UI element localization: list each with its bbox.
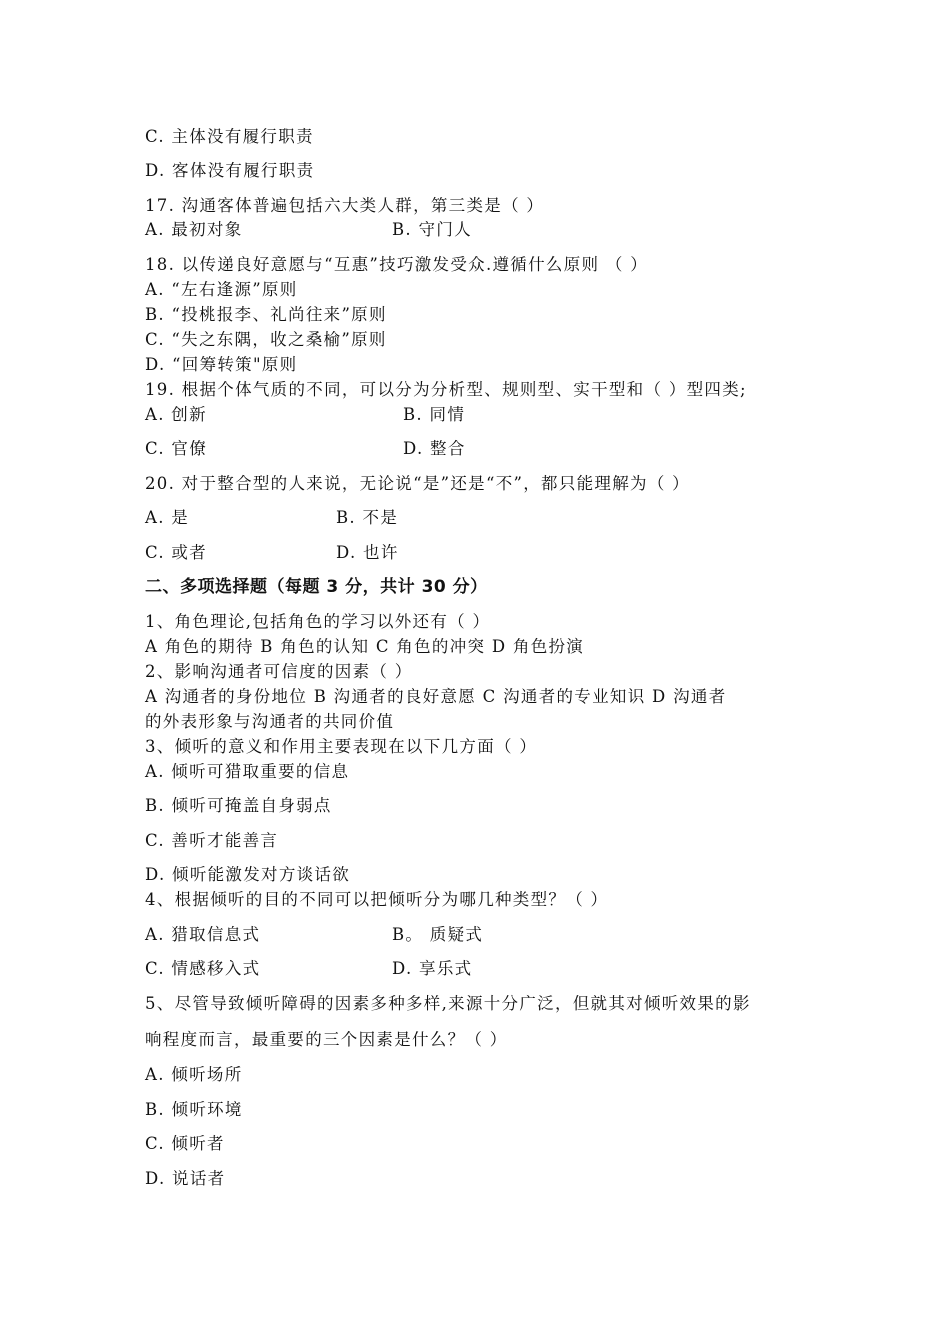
q20-stem: 20. 对于整合型的人来说，无论说“是”还是“不”，都只能理解为（ ） [145, 474, 690, 493]
m2-stem: 2、影响沟通者可信度的因素（ ） [145, 662, 413, 681]
q18-option-d: D. “回筹转策"原则 [145, 355, 298, 374]
m4-option-a: A. 猎取信息式 [145, 925, 261, 944]
q16-option-c: C. 主体没有履行职责 [145, 127, 314, 146]
q17-option-a: A. 最初对象 [145, 220, 243, 239]
m2-options-line1: A 沟通者的身份地位 B 沟通者的良好意愿 C 沟通者的专业知识 D 沟通者 [145, 687, 727, 706]
q18-option-a: A. “左右逢源”原则 [145, 280, 298, 299]
m4-stem: 4、根据倾听的目的不同可以把倾听分为哪几种类型？（ ） [145, 890, 609, 909]
q20-option-c: C. 或者 [145, 543, 208, 562]
m3-option-a: A. 倾听可猎取重要的信息 [145, 762, 350, 781]
q19-option-a: A. 创新 [145, 405, 207, 424]
m5-option-a: A. 倾听场所 [145, 1065, 243, 1084]
m3-stem: 3、倾听的意义和作用主要表现在以下几方面（ ） [145, 737, 538, 756]
q18-option-c: C. “失之东隅，收之桑榆”原则 [145, 330, 387, 349]
q19-option-d: D. 整合 [403, 439, 466, 458]
m5-stem-line1: 5、尽管导致倾听障碍的因素多种多样,来源十分广泛，但就其对倾听效果的影 [145, 994, 751, 1013]
m3-option-d: D. 倾听能激发对方谈话欲 [145, 865, 351, 884]
q18-option-b: B. “投桃报李、礼尚往来”原则 [145, 305, 387, 324]
m4-option-d: D. 享乐式 [392, 959, 473, 978]
q19-option-b: B. 同情 [403, 405, 466, 424]
q19-stem: 19. 根据个体气质的不同，可以分为分析型、规则型、实干型和（ ）型四类; [145, 380, 747, 399]
m4-option-c: C. 情感移入式 [145, 959, 261, 978]
m4-option-b: B。 质疑式 [392, 925, 484, 944]
q20-option-a: A. 是 [145, 508, 190, 527]
m2-options-line2: 的外表形象与沟通者的共同价值 [145, 712, 395, 731]
m5-option-b: B. 倾听环境 [145, 1100, 243, 1119]
m3-option-b: B. 倾听可掩盖自身弱点 [145, 796, 332, 815]
q18-stem: 18. 以传递良好意愿与“互惠”技巧激发受众.遵循什么原则 （ ） [145, 255, 648, 274]
m5-option-d: D. 说话者 [145, 1169, 226, 1188]
m5-stem-line2: 响程度而言，最重要的三个因素是什么？（ ） [145, 1030, 508, 1049]
q16-option-d: D. 客体没有履行职责 [145, 161, 315, 180]
section-heading: 二、多项选择题（每题 3 分，共计 30 分） [145, 577, 488, 597]
m1-stem: 1、角色理论,包括角色的学习以外还有（ ） [145, 612, 491, 631]
q17-stem: 17. 沟通客体普遍包括六大类人群，第三类是（ ） [145, 196, 545, 215]
m5-option-c: C. 倾听者 [145, 1134, 225, 1153]
q20-option-b: B. 不是 [336, 508, 399, 527]
q17-option-b: B. 守门人 [392, 220, 472, 239]
m1-options: A 角色的期待 B 角色的认知 C 角色的冲突 D 角色扮演 [145, 637, 585, 656]
m3-option-c: C. 善听才能善言 [145, 831, 279, 850]
q19-option-c: C. 官僚 [145, 439, 208, 458]
q20-option-d: D. 也许 [336, 543, 399, 562]
